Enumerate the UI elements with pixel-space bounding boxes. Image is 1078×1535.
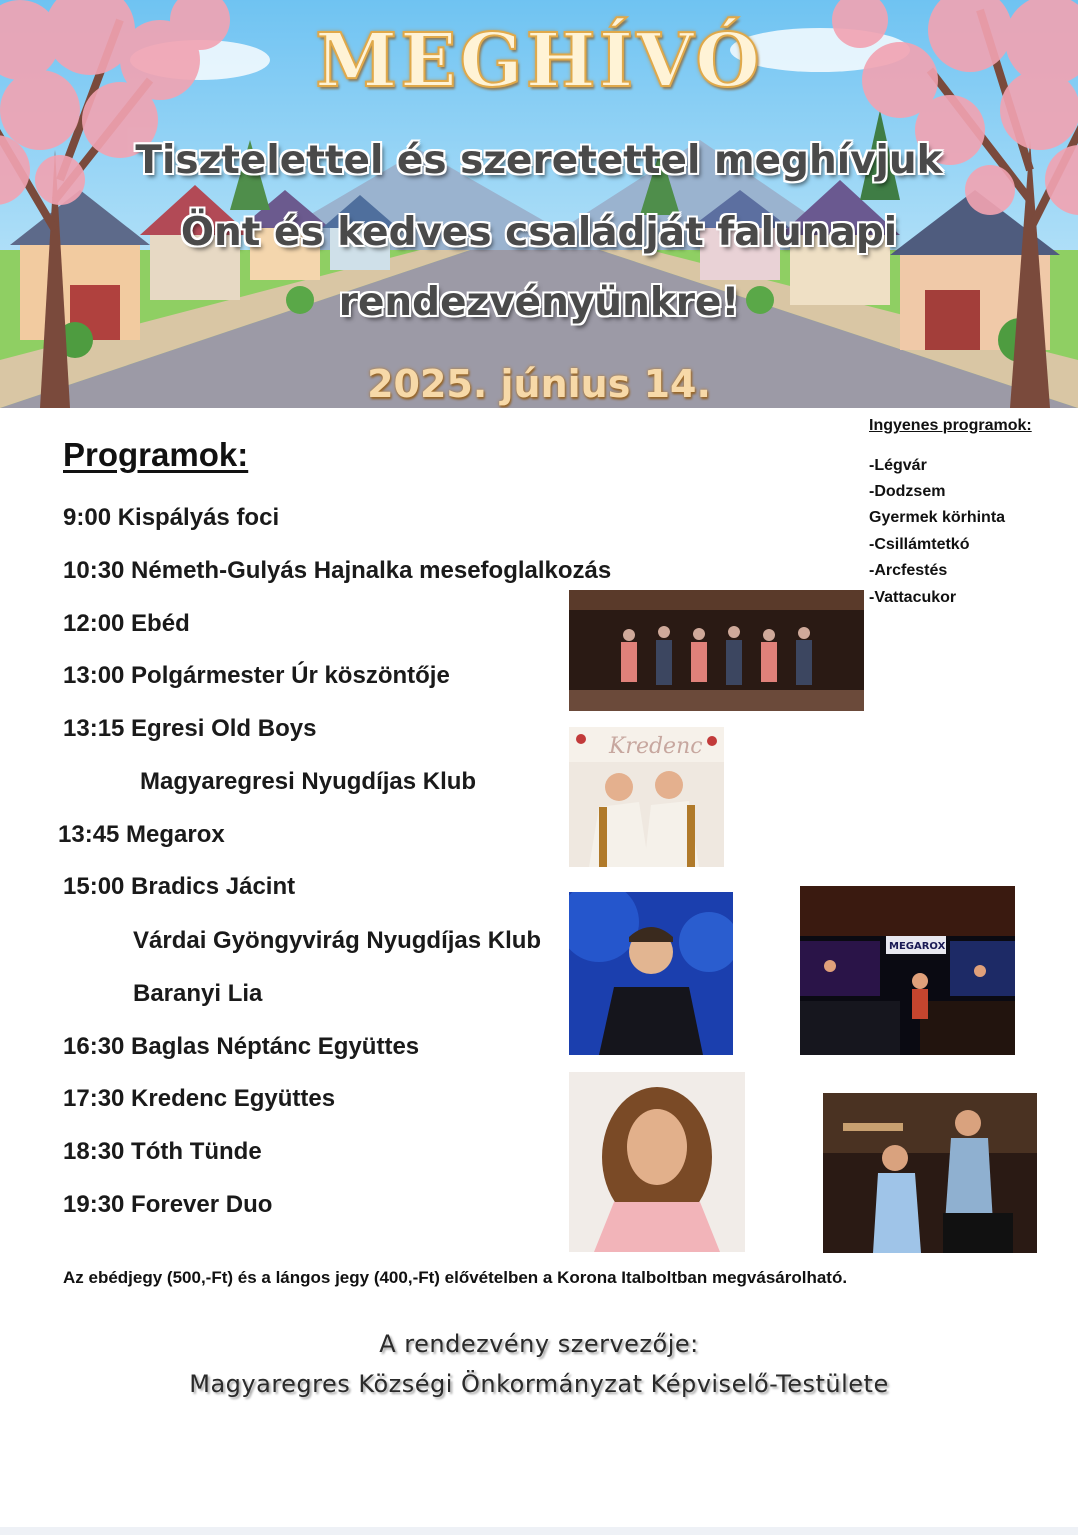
invitation-line-3: rendezvényünkre! [338,280,740,325]
bottom-strip [0,1527,1078,1535]
invitation-line-2: Önt és kedves családját falunapi [180,210,898,255]
folk-dance-photo [569,590,864,711]
program-item: 15:00 Bradics Jácint [63,873,296,900]
programs-heading: Programok: [63,436,249,473]
invitation-line-1: Tisztelettel és szeretettel meghívjuk [135,138,943,183]
program-item: 13:45 Megarox [58,821,225,848]
program-item: 9:00 Kispályás foci [63,504,280,531]
program-item: Várdai Gyöngyvirág Nyugdíjas Klub [133,927,542,954]
program-item: 19:30 Forever Duo [63,1191,273,1218]
bradics-jacint-photo [569,892,733,1055]
megarox-photo [800,886,1015,1055]
free-program-item: -Dodzsem [869,483,946,500]
free-program-item: -Csillámtetkó [869,536,970,553]
toth-tunde-photo [569,1072,745,1252]
free-program-item: -Vattacukor [869,589,957,606]
program-item: 17:30 Kredenc Együttes [63,1085,336,1112]
megarox-logo-text: MEGAROX [889,941,946,952]
program-item: 12:00 Ebéd [63,610,190,637]
program-item: 13:00 Polgármester Úr köszöntője [63,662,450,689]
free-program-item: -Légvár [869,457,927,474]
program-item: Baranyi Lia [133,980,263,1007]
forever-duo-photo [823,1093,1037,1253]
program-item: Magyaregresi Nyugdíjas Klub [140,768,477,795]
program-item: 13:15 Egresi Old Boys [63,715,317,742]
free-program-item: -Arcfestés [869,562,948,579]
organizer-name: Magyaregres Községi Önkormányzat Képviselő-Testülete [189,1370,889,1398]
ticket-note: Az ebédjegy (500,-Ft) és a lángos jegy (400,-Ft) elővételben a Korona Italboltban megvásárolható. [63,1268,848,1287]
header-banner [0,0,1078,408]
free-programs-heading: Ingyenes programok: [869,417,1032,434]
free-program-item: Gyermek körhinta [869,509,1006,526]
program-item: 16:30 Baglas Néptánc Együttes [63,1033,420,1060]
invitation-title: MEGHÍVÓ [315,18,763,104]
program-item: 18:30 Tóth Tünde [63,1138,262,1165]
kredenc-photo [569,727,724,867]
event-date: 2025. június 14. [367,362,711,406]
organizer-label: A rendezvény szervezője: [379,1330,699,1358]
kredenc-sign-text: Kredenc [609,734,703,759]
program-item: 10:30 Németh-Gulyás Hajnalka mesefoglalkozás [63,557,612,584]
